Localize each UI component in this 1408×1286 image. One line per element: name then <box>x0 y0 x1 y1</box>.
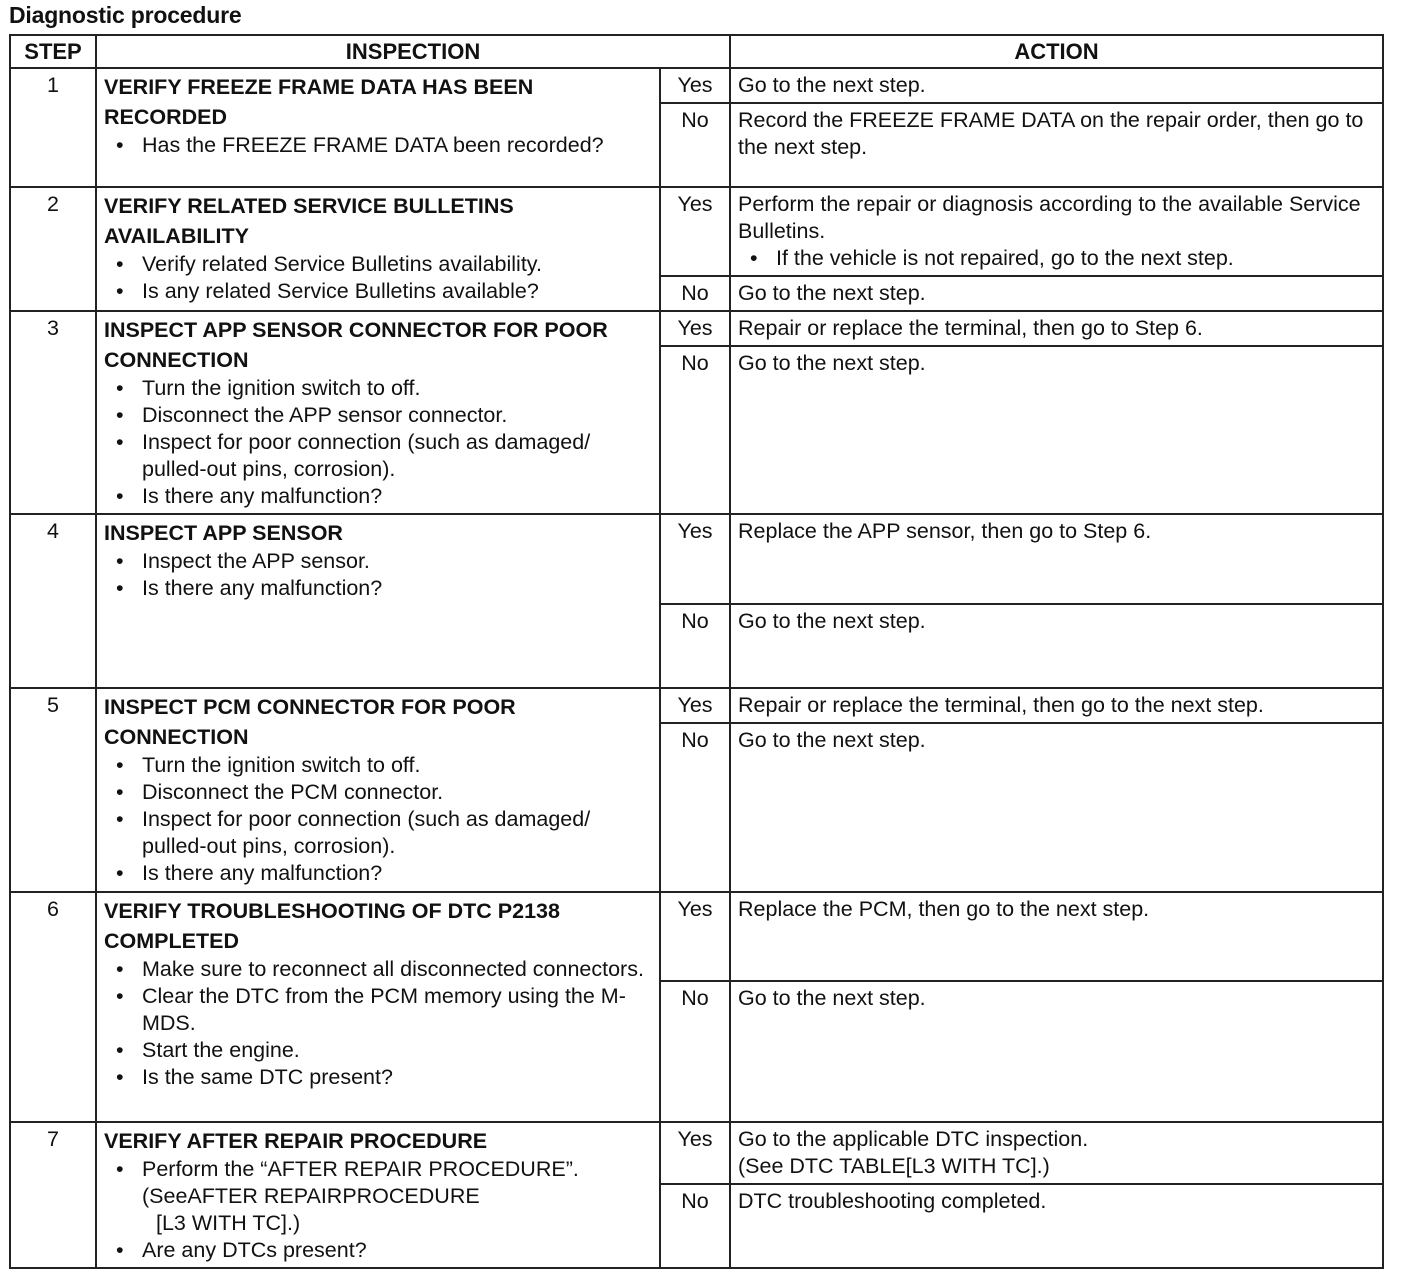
inspection-bullet: • Is the same DTC present? <box>104 1064 652 1091</box>
inspection-cell <box>96 514 660 688</box>
no-action: Record the FREEZE FRAME DATA on the repair order, then go to the next step. <box>730 103 1383 187</box>
table-row <box>10 688 1383 723</box>
inspection-bullet <box>104 1156 652 1237</box>
yes-label: Yes <box>660 1122 730 1184</box>
yes-label: Yes <box>660 311 730 346</box>
yes-action: Go to the applicable DTC inspection. <box>738 1127 1089 1151</box>
inspection-bullet: • Is there any malfunction? <box>104 483 652 510</box>
step-number: 1 <box>10 68 96 187</box>
inspection-bullet: • Make sure to reconnect all disconnected connectors. <box>104 956 652 983</box>
inspection-bullet: • Is any related Service Bulletins available? <box>104 278 652 305</box>
step-number: 5 <box>10 688 96 892</box>
inspection-bullet: • Clear the DTC from the PCM memory using the M-MDS. <box>104 983 652 1037</box>
yes-action: Go to the next step. <box>730 68 1383 103</box>
inspection-title: INSPECT APP SENSOR <box>104 521 343 545</box>
yes-action-cell <box>730 187 1383 276</box>
yes-label: Yes <box>660 514 730 604</box>
after-repair-procedure-reference: (SeeAFTER REPAIRPROCEDURE <box>142 1184 480 1208</box>
yes-action: Repair or replace the terminal, then go to the next step. <box>730 688 1383 723</box>
no-action: DTC troubleshooting completed. <box>730 1184 1383 1268</box>
inspection-bullet: • Has the FREEZE FRAME DATA been recorded? <box>104 132 652 159</box>
inspection-title: VERIFY RELATED SERVICE BULLETINS AVAILABILITY <box>104 194 514 248</box>
inspection-bullet: • Inspect the APP sensor. <box>104 548 652 575</box>
inspection-cell <box>96 311 660 514</box>
inspection-cell <box>96 892 660 1122</box>
table-header-row <box>10 35 1383 68</box>
step-number: 4 <box>10 514 96 688</box>
inspection-title: INSPECT APP SENSOR CONNECTOR FOR POOR CONNECTION <box>104 318 608 372</box>
yes-action: Replace the PCM, then go to the next step. <box>730 892 1383 981</box>
inspection-bullet: • Inspect for poor connection (such as damaged/ pulled-out pins, corrosion). <box>104 429 652 483</box>
step-number: 3 <box>10 311 96 514</box>
header-action: ACTION <box>730 35 1383 68</box>
inspection-bullet: • Disconnect the APP sensor connector. <box>104 402 652 429</box>
inspection-bullet: • Start the engine. <box>104 1037 652 1064</box>
inspection-bullet: • Turn the ignition switch to off. <box>104 752 652 779</box>
table-row <box>10 892 1383 981</box>
no-action: Go to the next step. <box>730 981 1383 1122</box>
no-label: No <box>660 1184 730 1268</box>
no-label: No <box>660 103 730 187</box>
no-label: No <box>660 604 730 688</box>
step-number: 2 <box>10 187 96 311</box>
inspection-bullet: • Is there any malfunction? <box>104 575 652 602</box>
yes-action-bullet: • If the vehicle is not repaired, go to the next step. <box>738 245 1375 272</box>
yes-label: Yes <box>660 68 730 103</box>
yes-action-cell <box>730 1122 1383 1184</box>
yes-action: Replace the APP sensor, then go to Step 6. <box>730 514 1383 604</box>
inspection-title: VERIFY AFTER REPAIR PROCEDURE <box>104 1129 488 1153</box>
no-action: Go to the next step. <box>730 346 1383 514</box>
inspection-bullet: • Is there any malfunction? <box>104 860 652 887</box>
inspection-bullet: • Inspect for poor connection (such as damaged/ pulled-out pins, corrosion). <box>104 806 652 860</box>
header-inspection: INSPECTION <box>96 35 730 68</box>
yes-label: Yes <box>660 187 730 276</box>
step-number: 7 <box>10 1122 96 1268</box>
table-row <box>10 514 1383 604</box>
no-label: No <box>660 981 730 1122</box>
no-action: Go to the next step. <box>730 276 1383 311</box>
inspection-title: VERIFY TROUBLESHOOTING OF DTC P2138 COMPLETED <box>104 899 560 953</box>
table-row <box>10 311 1383 346</box>
no-label: No <box>660 723 730 892</box>
inspection-bullet: • Disconnect the PCM connector. <box>104 779 652 806</box>
header-step: STEP <box>10 35 96 68</box>
after-repair-procedure-reference-tail: [L3 WITH TC].) <box>156 1211 301 1235</box>
inspection-cell <box>96 1122 660 1268</box>
inspection-bullet: • Verify related Service Bulletins availability. <box>104 251 652 278</box>
inspection-bullet: • Are any DTCs present? <box>104 1237 652 1264</box>
step-number: 6 <box>10 892 96 1122</box>
inspection-bullet-text: • Perform the “AFTER REPAIR PROCEDURE”. <box>142 1157 579 1181</box>
inspection-bullet: • Turn the ignition switch to off. <box>104 375 652 402</box>
yes-label: Yes <box>660 688 730 723</box>
inspection-cell <box>96 187 660 311</box>
yes-action: Perform the repair or diagnosis according to the available Service Bulletins. <box>738 192 1361 243</box>
dtc-table-reference: (See DTC TABLE[L3 WITH TC].) <box>738 1154 1050 1178</box>
table-row <box>10 187 1383 276</box>
inspection-cell <box>96 688 660 892</box>
no-action: Go to the next step. <box>730 723 1383 892</box>
page-title: Diagnostic procedure <box>9 2 242 28</box>
table-row <box>10 68 1383 103</box>
yes-action: Repair or replace the terminal, then go to Step 6. <box>730 311 1383 346</box>
inspection-title: VERIFY FREEZE FRAME DATA HAS BEEN RECORDED <box>104 75 534 129</box>
inspection-cell <box>96 68 660 187</box>
no-action: Go to the next step. <box>730 604 1383 688</box>
diagnostic-procedure-table <box>9 34 1384 1269</box>
no-label: No <box>660 276 730 311</box>
no-label: No <box>660 346 730 514</box>
yes-label: Yes <box>660 892 730 981</box>
inspection-title: INSPECT PCM CONNECTOR FOR POOR CONNECTION <box>104 695 516 749</box>
table-row <box>10 1122 1383 1184</box>
